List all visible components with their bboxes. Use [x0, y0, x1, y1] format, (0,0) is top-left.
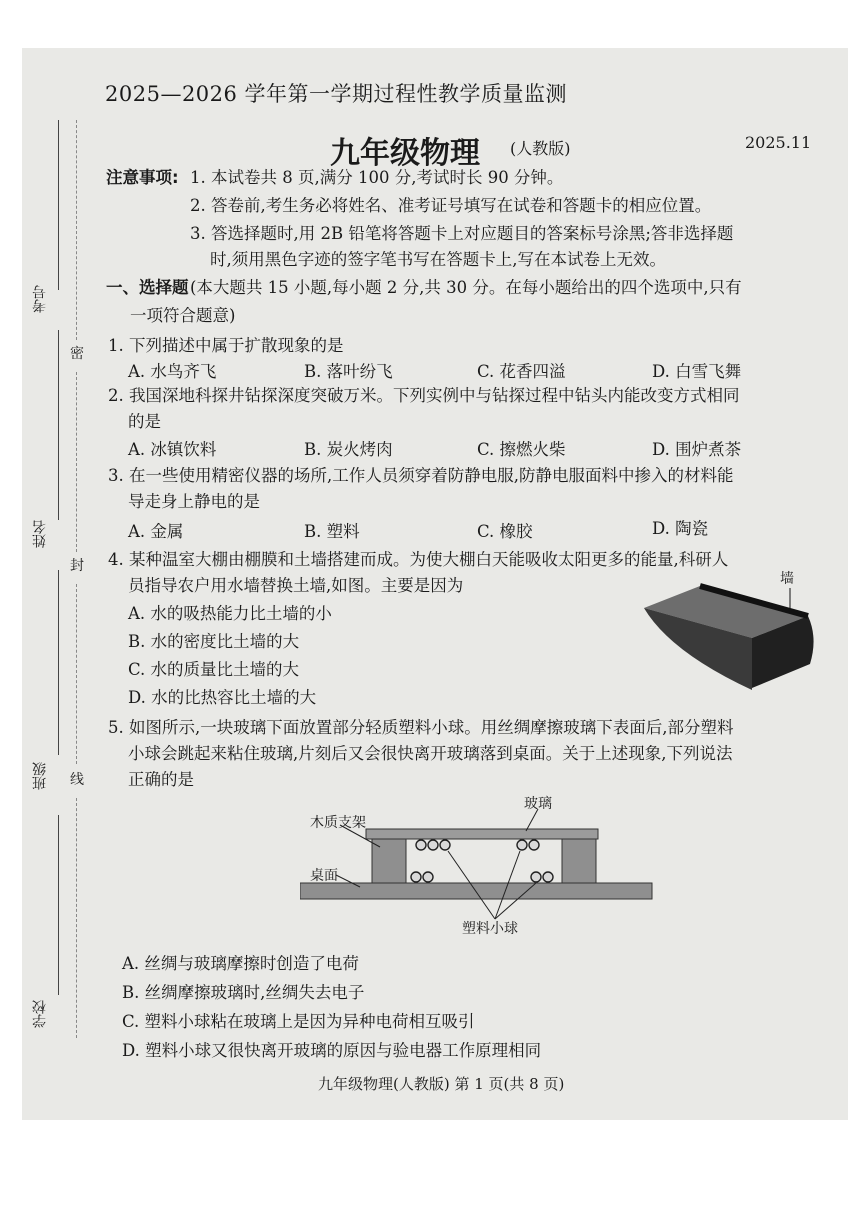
- banji-label: 班级: [32, 762, 48, 790]
- greenhouse-figure: [640, 568, 825, 693]
- q1-stem: 1. 下列描述中属于扩散现象的是: [108, 336, 344, 355]
- ball-glass: [440, 840, 450, 850]
- q1-option-b: B. 落叶纷飞: [304, 362, 393, 381]
- q4-option-a: A. 水的吸热能力比土墙的小: [128, 604, 332, 623]
- notice-item-3-cont: 时,须用黑色字迹的签字笔书写在答题卡上,写在本试卷上无效。: [210, 250, 666, 269]
- q4-option-b: B. 水的密度比土墙的大: [128, 632, 300, 651]
- notice-item-1: 1. 本试卷共 8 页,满分 100 分,考试时长 90 分钟。: [190, 168, 564, 187]
- kaohao-label: 考号: [32, 285, 48, 313]
- q5-option-a: A. 丝绸与玻璃摩擦时创造了电荷: [122, 954, 359, 973]
- q2-option-d: D. 围炉煮茶: [652, 440, 742, 459]
- mi-label: 密: [70, 346, 84, 362]
- section-desc-cont: 一项符合题意): [130, 306, 236, 325]
- xian-label: 线: [70, 772, 84, 788]
- q3-stem-cont: 导走身上静电的是: [128, 492, 260, 511]
- seal-dashed-line-3: [76, 584, 77, 764]
- q5-option-d: D. 塑料小球又很快离开玻璃的原因与验电器工作原理相同: [122, 1041, 542, 1060]
- section-desc: (本大题共 15 小题,每小题 2 分,共 30 分。在每小题给出的四个选项中,只有: [190, 278, 742, 297]
- q5-option-b: B. 丝绸摩擦玻璃时,丝绸失去电子: [122, 983, 365, 1002]
- q4-stem: 4. 某种温室大棚由棚膜和土墙搭建而成。为使大棚白天能吸收太阳更多的能量,科研人: [108, 550, 729, 569]
- q5-stem: 5. 如图所示,一块玻璃下面放置部分轻质塑料小球。用丝绸摩擦玻璃下表面后,部分塑料: [108, 718, 734, 737]
- q2-stem-cont: 的是: [128, 412, 161, 431]
- q1-option-a: A. 水鸟齐飞: [128, 362, 217, 381]
- q2-option-a: A. 冰镇饮料: [128, 440, 217, 459]
- q2-stem: 2. 我国深地科探井钻探深度突破万米。下列实例中与钻探过程中钻头内能改变方式相同: [108, 386, 740, 405]
- q4-option-d: D. 水的比热容比土墙的大: [128, 688, 317, 707]
- subject-title: 九年级物理: [330, 136, 480, 171]
- balls-on-glass: [416, 840, 539, 850]
- q3-option-d: D. 陶瓷: [652, 519, 709, 538]
- notice-label: 注意事项:: [106, 168, 179, 187]
- ball-glass: [529, 840, 539, 850]
- ball-table: [411, 872, 421, 882]
- page-footer: 九年级物理(人教版) 第 1 页(共 8 页): [318, 1075, 565, 1093]
- xingming-label: 姓名: [32, 520, 48, 548]
- q2-option-b: B. 炭火烤肉: [304, 440, 393, 459]
- balls-label: 塑料小球: [462, 921, 518, 937]
- q5-stem-cont-2: 正确的是: [128, 770, 194, 789]
- q3-stem: 3. 在一些使用精密仪器的场所,工作人员须穿着防静电服,防静电服面料中掺入的材料能: [108, 466, 734, 485]
- ball-glass: [416, 840, 426, 850]
- wall-label: 墙: [780, 571, 794, 587]
- balls-on-table: [411, 872, 553, 882]
- ball-glass: [517, 840, 527, 850]
- binding-line-3: [58, 570, 59, 755]
- ball-table: [531, 872, 541, 882]
- notice-item-2: 2. 答卷前,考生务必将姓名、准考证号填写在试卷和答题卡的相应位置。: [190, 196, 712, 215]
- ball-glass: [428, 840, 438, 850]
- seal-dashed-line-2: [76, 372, 77, 552]
- q5-stem-cont-1: 小球会跳起来粘住玻璃,片刻后又会很快离开玻璃落到桌面。关于上述现象,下列说法: [128, 744, 733, 763]
- seal-dashed-line-4: [76, 798, 77, 1038]
- stand-label: 木质支架: [310, 815, 366, 831]
- binding-line-4: [58, 815, 59, 995]
- q1-option-c: C. 花香四溢: [477, 362, 566, 381]
- feng-label: 封: [70, 558, 84, 574]
- ball-table: [543, 872, 553, 882]
- binding-line-2: [58, 330, 59, 520]
- seal-dashed-line-1: [76, 120, 77, 340]
- binding-line-1: [58, 120, 59, 290]
- notice-item-3: 3. 答选择题时,用 2B 铅笔将答题卡上对应题目的答案标号涂黑;答非选择题: [190, 224, 734, 243]
- table-label: 桌面: [310, 868, 338, 884]
- section-title: 一、选择题: [106, 278, 189, 297]
- glass-plate: [366, 829, 598, 839]
- q3-option-c: C. 橡胶: [477, 522, 533, 541]
- q3-option-b: B. 塑料: [304, 522, 360, 541]
- q2-option-c: C. 擦燃火柴: [477, 440, 566, 459]
- edition-label: (人教版): [510, 139, 571, 158]
- exam-date: 2025.11: [745, 133, 812, 152]
- right-stand: [562, 839, 596, 883]
- q4-stem-cont: 员指导农户用水墙替换土墙,如图。主要是因为: [128, 576, 464, 595]
- exam-title: 2025—2026 学年第一学期过程性教学质量监测: [105, 82, 568, 106]
- q1-option-d: D. 白雪飞舞: [652, 362, 742, 381]
- q3-option-a: A. 金属: [128, 522, 184, 541]
- q4-option-c: C. 水的质量比土墙的大: [128, 660, 300, 679]
- q5-option-c: C. 塑料小球粘在玻璃上是因为异种电荷相互吸引: [122, 1012, 475, 1031]
- glass-label: 玻璃: [524, 796, 552, 812]
- ball-table: [423, 872, 433, 882]
- xuexiao-label: 学校: [32, 1000, 48, 1028]
